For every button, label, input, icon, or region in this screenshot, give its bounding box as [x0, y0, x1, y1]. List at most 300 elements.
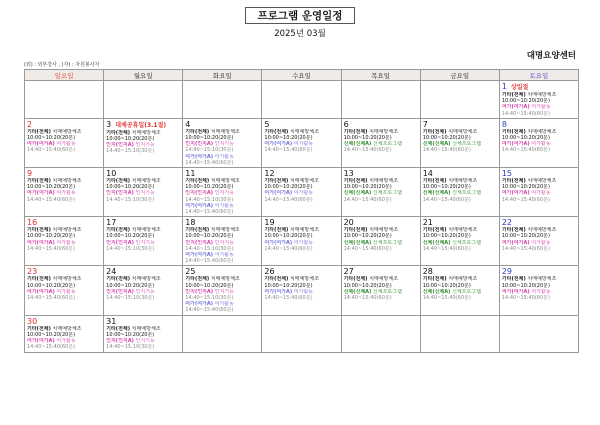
day-number-text: 8	[501, 119, 507, 129]
activity-description: 치매예방체조	[527, 128, 557, 135]
activity-description: 치매예방체조	[527, 178, 557, 185]
day-number-text: 29	[501, 267, 513, 277]
activity-description: 치매예방체조	[289, 276, 319, 283]
activity-category: 여가(여가A)	[264, 239, 293, 246]
activity-description: 여가활동	[293, 288, 314, 295]
activity-time: 14:40~15:40(60분)	[422, 196, 471, 203]
activity-time: 10:00~10:20(20분)	[422, 135, 471, 142]
activity-time: 14:40~15:40(60분)	[264, 245, 313, 252]
day-number	[423, 218, 497, 227]
day-number	[106, 317, 180, 326]
calendar-day-cell	[104, 315, 183, 352]
calendar-week-row	[25, 217, 579, 266]
activity-category: 기타(전체)	[264, 178, 289, 185]
day-number	[502, 218, 576, 227]
activity-time: 14:40~15:40(60분)	[185, 258, 234, 265]
calendar-day-cell	[499, 266, 578, 315]
activity-category: 인지(인지A)	[185, 239, 214, 246]
activity-time: 10:00~10:20(20분)	[501, 184, 550, 191]
activity-time: 14:40~15:40(60분)	[27, 295, 76, 302]
calendar-day-cell	[104, 217, 183, 266]
day-number	[27, 120, 101, 129]
activity-category: 여가(여가A)	[501, 141, 530, 148]
activity-category: 인지(인지A)	[106, 190, 134, 197]
day-number	[185, 120, 259, 129]
activity-category: 인지(인지A)	[185, 288, 214, 295]
calendar-day-cell	[262, 81, 341, 119]
weekday-thursday: 목요일	[341, 70, 420, 81]
day-number-text: 21	[422, 218, 433, 228]
weekday-monday: 월요일	[104, 70, 183, 81]
activity-time: 10:00~10:20(20분)	[185, 282, 234, 289]
calendar-day-cell	[420, 266, 499, 315]
day-number	[27, 218, 101, 227]
activity-category: 여가(여가A)	[185, 202, 214, 209]
activity-time: 14:40~15:10(30분)	[185, 147, 234, 154]
activity-time: 14:40~15:40(60분)	[27, 245, 76, 252]
calendar-day-cell	[104, 266, 183, 315]
activity-description: 치매예방체조	[289, 178, 319, 185]
day-number-text: 20	[343, 218, 354, 228]
day-number	[106, 218, 180, 227]
holiday-label: 상일절	[510, 84, 529, 91]
activity-category: 인지(인지A)	[106, 288, 134, 295]
activity-category: 인지(인지A)	[106, 239, 134, 246]
day-number-text: 26	[264, 267, 275, 277]
activity-time: 14:40~15:40(60분)	[27, 344, 76, 351]
activity-time: 10:00~10:20(20분)	[106, 282, 155, 289]
day-number	[502, 267, 576, 276]
day-number	[106, 120, 180, 130]
activity-time: 10:00~10:20(20분)	[501, 98, 550, 105]
activity-description: 인지기능	[135, 338, 155, 345]
day-number	[185, 267, 259, 276]
activity-time: 10:00~10:20(20분)	[106, 331, 155, 338]
calendar-day-cell	[420, 217, 499, 266]
activity-description: 여가활동	[56, 141, 76, 148]
activity-category: 기타(전체)	[264, 276, 289, 283]
activity-time: 14:40~15:40(60분)	[264, 295, 313, 302]
activity-category: 여가(여가A)	[27, 239, 55, 246]
day-number	[27, 169, 101, 178]
calendar-day-cell	[25, 168, 104, 217]
activity-description: 치매예방체조	[52, 178, 82, 185]
activity-description: 치매예방체조	[52, 276, 82, 283]
legend-note: (외) : 외부강사 , (자) : 자원봉사자	[24, 62, 100, 68]
activity-category: 기타(전체)	[343, 276, 368, 283]
day-number-text: 10	[106, 169, 117, 179]
calendar-day-cell	[499, 168, 578, 217]
activity-category: 신체(신체A)	[422, 288, 451, 295]
activity-description: 여가활동	[214, 252, 234, 259]
weekday-saturday: 토요일	[499, 70, 578, 81]
activity-time: 10:00~10:20(20분)	[422, 233, 471, 240]
activity-time: 10:00~10:20(20분)	[27, 282, 76, 289]
activity-description: 신체프로그램	[372, 141, 402, 148]
day-number-text: 25	[185, 267, 196, 277]
activity-category: 신체(신체A)	[343, 190, 372, 197]
activity-time: 14:40~15:40(60분)	[501, 196, 550, 203]
day-number	[502, 169, 576, 178]
activity-time: 14:40~15:40(60분)	[343, 245, 392, 252]
schedule-calendar	[24, 69, 579, 353]
activity-description: 치매예방체조	[369, 227, 399, 234]
activity-category: 기타(전체)	[343, 227, 368, 234]
activity-time: 10:00~10:20(20분)	[27, 184, 76, 191]
activity-category: 기타(전체)	[27, 325, 51, 332]
day-number-text: 18	[185, 218, 196, 228]
day-number-text: 23	[27, 267, 38, 277]
activity-description: 치매예방체조	[210, 276, 240, 283]
activity-time: 14:40~15:40(60분)	[501, 110, 550, 117]
weekday-header-row	[25, 70, 579, 81]
activity-time: 10:00~10:20(20분)	[106, 184, 155, 191]
activity-time: 10:00~10:20(20분)	[501, 233, 550, 240]
day-number-text: 19	[264, 218, 275, 228]
day-number	[423, 120, 497, 129]
activity-category: 인지(인지A)	[185, 141, 214, 148]
month-subtitle: 2025년 03월	[274, 29, 326, 39]
activity-category: 여가(여가A)	[501, 288, 530, 295]
calendar-day-cell	[183, 118, 262, 167]
calendar-day-cell	[262, 118, 341, 167]
activity-category: 기타(전체)	[106, 178, 131, 185]
day-number	[344, 169, 418, 178]
calendar-week-row	[25, 168, 579, 217]
activity-description: 치매예방체조	[52, 325, 82, 332]
activity-time: 14:40~15:10(30분)	[106, 344, 155, 351]
day-number	[264, 218, 338, 227]
activity-description: 치매예방체조	[210, 227, 240, 234]
activity-description: 치매예방체조	[131, 227, 161, 234]
activity-category: 기타(전체)	[501, 92, 526, 98]
activity-description: 치매예방체조	[369, 128, 399, 135]
day-number-text: 22	[501, 218, 513, 228]
calendar-day-cell	[25, 118, 104, 167]
activity-time: 10:00~10:20(20분)	[106, 233, 155, 240]
day-number	[344, 120, 418, 129]
activity-description: 치매예방체조	[210, 178, 240, 185]
calendar-day-cell	[183, 315, 262, 352]
activity-category: 여가(여가A)	[185, 252, 214, 259]
calendar-day-cell	[420, 168, 499, 217]
day-number-text: 16	[27, 218, 38, 228]
activity-time: 14:40~15:40(60분)	[422, 295, 471, 302]
activity-category: 신체(신체A)	[422, 141, 451, 148]
activity-category: 기타(전체)	[185, 178, 210, 185]
calendar-day-cell	[341, 81, 420, 119]
activity-category: 기타(전체)	[422, 128, 447, 135]
activity-category: 기타(전체)	[185, 128, 210, 135]
calendar-day-cell	[341, 217, 420, 266]
activity-time: 14:40~15:40(60분)	[27, 147, 76, 154]
calendar-day-cell	[341, 315, 420, 352]
activity-time: 10:00~10:20(20분)	[343, 135, 392, 142]
weekday-friday: 금요일	[420, 70, 499, 81]
activity-time: 14:40~15:40(60분)	[501, 147, 550, 154]
activity-time: 10:00~10:20(20분)	[185, 233, 234, 240]
activity-category: 여가(여가A)	[264, 141, 293, 148]
activity-category: 기타(전체)	[106, 227, 131, 234]
activity-category: 기타(전체)	[422, 178, 447, 185]
activity-category: 기타(전체)	[264, 227, 289, 234]
activity-description: 신체프로그램	[452, 190, 482, 197]
calendar-day-cell	[499, 118, 578, 167]
calendar-day-cell	[25, 315, 104, 352]
activity-time: 14:40~15:10(30분)	[185, 196, 234, 203]
activity-time: 10:00~10:20(20분)	[27, 331, 76, 338]
day-number-text: 2	[27, 119, 33, 129]
activity-category: 신체(신체A)	[343, 288, 372, 295]
calendar-day-cell	[25, 217, 104, 266]
activity-time: 10:00~10:20(20분)	[343, 184, 392, 191]
calendar-day-cell	[104, 118, 183, 167]
weekday-sunday: 일요일	[25, 70, 104, 81]
activity-description: 치매예방체조	[131, 129, 161, 136]
calendar-week-row	[25, 315, 579, 352]
activity-time: 10:00~10:20(20분)	[27, 135, 76, 142]
activity-description: 인지기능	[214, 239, 234, 246]
day-number-text: 28	[422, 267, 433, 277]
day-number	[106, 169, 180, 178]
activity-time: 14:40~15:10(30분)	[106, 196, 155, 203]
activity-time: 14:40~15:40(60분)	[343, 196, 392, 203]
activity-description: 치매예방체조	[527, 92, 557, 98]
day-number	[27, 267, 101, 276]
calendar-week-row	[25, 118, 579, 167]
holiday-label: 대체공휴일(3.1절)	[115, 121, 167, 129]
activity-description: 치매예방체조	[131, 178, 161, 185]
activity-description: 치매예방체조	[131, 325, 161, 332]
activity-description: 신체프로그램	[372, 288, 402, 295]
day-number	[264, 120, 338, 129]
activity-time: 14:40~15:40(60분)	[343, 295, 392, 302]
activity-time: 10:00~10:20(20분)	[264, 184, 313, 191]
day-number	[185, 218, 259, 227]
activity-description: 여가활동	[214, 153, 234, 160]
organization-name: 대명요양센터	[526, 51, 576, 61]
activity-description: 치매예방체조	[289, 128, 319, 135]
day-number-text: 1	[501, 82, 507, 91]
activity-description: 치매예방체조	[448, 227, 478, 234]
activity-description: 치매예방체조	[448, 128, 478, 135]
activity-time: 10:00~10:20(20분)	[343, 233, 392, 240]
activity-category: 기타(전체)	[422, 227, 447, 234]
calendar-day-cell	[183, 266, 262, 315]
day-number-text: 13	[343, 169, 354, 179]
activity-time: 10:00~10:20(20분)	[422, 282, 471, 289]
activity-time: 14:40~15:10(30분)	[185, 295, 234, 302]
day-number	[264, 169, 338, 178]
activity-description: 치매예방체조	[210, 128, 240, 135]
day-number-text: 9	[27, 169, 33, 179]
activity-description: 치매예방체조	[52, 128, 82, 135]
activity-category: 기타(전체)	[106, 276, 131, 283]
activity-category: 신체(신체A)	[422, 190, 451, 197]
calendar-day-cell	[104, 81, 183, 119]
calendar-day-cell	[341, 118, 420, 167]
day-number	[423, 267, 497, 276]
activity-time: 14:40~15:10(30분)	[106, 295, 155, 302]
activity-description: 여가활동	[56, 338, 76, 345]
activity-description: 여가활동	[214, 301, 234, 308]
calendar-week-row	[25, 266, 579, 315]
day-number-text: 5	[264, 119, 270, 129]
activity-category: 여가(여가A)	[185, 153, 214, 160]
activity-category: 여가(여가A)	[27, 338, 55, 345]
activity-description: 여가활동	[531, 190, 551, 197]
activity-category: 여가(여가A)	[264, 190, 293, 197]
day-number	[106, 267, 180, 276]
activity-description: 여가활동	[56, 288, 76, 295]
activity-description: 인지기능	[214, 190, 234, 197]
activity-description: 치매예방체조	[289, 227, 319, 234]
activity-time: 14:40~15:40(60분)	[501, 245, 550, 252]
calendar-day-cell	[183, 168, 262, 217]
activity-description: 신체프로그램	[452, 239, 482, 246]
activity-category: 여가(여가A)	[27, 141, 55, 148]
day-number	[344, 218, 418, 227]
day-number-text: 7	[422, 119, 428, 129]
activity-description: 여가활동	[56, 190, 76, 197]
activity-category: 기타(전체)	[27, 128, 51, 135]
calendar-day-cell	[183, 81, 262, 119]
day-number-text: 4	[185, 119, 191, 129]
day-number-text: 6	[343, 119, 349, 129]
calendar-day-cell	[499, 315, 578, 352]
activity-time: 10:00~10:20(20분)	[264, 135, 313, 142]
activity-category: 인지(인지A)	[106, 142, 134, 149]
activity-category: 기타(전체)	[27, 276, 51, 283]
activity-time: 14:40~15:40(60분)	[185, 307, 234, 314]
day-number-text: 3	[106, 119, 112, 129]
day-number-text: 27	[343, 267, 354, 277]
activity-description: 치매예방체조	[448, 178, 478, 185]
day-number	[27, 317, 101, 326]
activity-description: 인지기능	[135, 288, 155, 295]
calendar-day-cell	[420, 81, 499, 119]
activity-description: 여가활동	[214, 202, 234, 209]
activity-description: 신체프로그램	[452, 141, 482, 148]
activity-time: 10:00~10:20(20분)	[264, 233, 313, 240]
activity-category: 기타(전체)	[501, 227, 526, 234]
day-number-text: 30	[27, 316, 38, 326]
activity-time: 10:00~10:20(20분)	[501, 135, 550, 142]
activity-category: 신체(신체A)	[343, 141, 372, 148]
activity-description: 치매예방체조	[52, 227, 82, 234]
activity-description: 여가활동	[293, 141, 314, 148]
activity-time: 14:40~15:40(60분)	[185, 159, 234, 166]
activity-category: 기타(전체)	[27, 227, 51, 234]
activity-time: 14:40~15:40(60분)	[264, 147, 313, 154]
day-number	[502, 82, 576, 92]
day-number-text: 24	[106, 267, 117, 277]
activity-time: 10:00~10:20(20분)	[185, 184, 234, 191]
activity-time: 14:40~15:10(30분)	[185, 245, 234, 252]
activity-description: 인지기능	[214, 288, 234, 295]
activity-category: 기타(전체)	[27, 178, 51, 185]
activity-category: 인지(인지A)	[185, 190, 214, 197]
activity-description: 여가활동	[56, 239, 76, 246]
activity-time: 14:40~15:40(60분)	[27, 196, 76, 203]
activity-time: 14:40~15:10(30분)	[106, 148, 155, 155]
activity-time: 14:40~15:40(60분)	[422, 147, 471, 154]
activity-description: 치매예방체조	[527, 276, 557, 283]
calendar-day-cell	[262, 217, 341, 266]
day-number-text: 12	[264, 169, 275, 179]
activity-description: 여가활동	[293, 239, 314, 246]
activity-time: 14:40~15:40(60분)	[185, 209, 234, 216]
calendar-day-cell	[499, 217, 578, 266]
activity-description: 치매예방체조	[448, 276, 478, 283]
activity-time: 10:00~10:20(20분)	[27, 233, 76, 240]
activity-time: 10:00~10:20(20분)	[501, 282, 550, 289]
activity-category: 기타(전체)	[106, 325, 131, 332]
calendar-day-cell	[262, 266, 341, 315]
activity-time: 10:00~10:20(20분)	[422, 184, 471, 191]
activity-description: 여가활동	[531, 288, 551, 295]
calendar-day-cell	[183, 217, 262, 266]
activity-description: 인지기능	[214, 141, 234, 148]
activity-category: 기타(전체)	[501, 178, 526, 185]
activity-description: 치매예방체조	[369, 276, 399, 283]
activity-time: 14:40~15:40(60분)	[501, 295, 550, 302]
activity-description: 인지기능	[135, 190, 155, 197]
day-number	[344, 267, 418, 276]
activity-category: 기타(전체)	[106, 129, 131, 136]
calendar-day-cell	[420, 118, 499, 167]
calendar-day-cell	[262, 315, 341, 352]
activity-category: 여가(여가A)	[185, 301, 214, 308]
activity-category: 기타(전체)	[185, 276, 210, 283]
activity-category: 여가(여가A)	[501, 104, 530, 111]
activity-category: 기타(전체)	[501, 276, 526, 283]
activity-category: 인지(인지A)	[106, 338, 134, 345]
day-number-text: 31	[106, 316, 117, 326]
activity-time: 14:40~15:40(60분)	[343, 147, 392, 154]
activity-time: 10:00~10:20(20분)	[185, 135, 234, 142]
activity-description: 치매예방체조	[369, 178, 399, 185]
activity-category: 기타(전체)	[185, 227, 210, 234]
calendar-day-cell	[499, 81, 578, 119]
day-number-text: 11	[185, 169, 196, 179]
activity-category: 여가(여가A)	[264, 288, 293, 295]
day-number	[502, 120, 576, 129]
day-number-text: 14	[422, 169, 433, 179]
calendar-day-cell	[420, 315, 499, 352]
activity-category: 여가(여가A)	[27, 190, 55, 197]
day-number	[264, 267, 338, 276]
activity-description: 신체프로그램	[452, 288, 482, 295]
activity-description: 신체프로그램	[372, 239, 402, 246]
activity-description: 인지기능	[135, 239, 155, 246]
activity-category: 기타(전체)	[343, 128, 368, 135]
day-number-text: 15	[501, 169, 513, 179]
activity-description: 여가활동	[531, 239, 551, 246]
day-number-text: 17	[106, 218, 117, 228]
activity-category: 여가(여가A)	[27, 288, 55, 295]
day-number	[185, 169, 259, 178]
activity-description: 여가활동	[531, 104, 551, 111]
activity-category: 여가(여가A)	[501, 190, 530, 197]
activity-time: 14:40~15:40(60분)	[264, 196, 313, 203]
activity-description: 인지기능	[135, 142, 155, 149]
calendar-day-cell	[341, 266, 420, 315]
activity-category: 기타(전체)	[343, 178, 368, 185]
weekday-wednesday: 수요일	[262, 70, 341, 81]
calendar-day-cell	[341, 168, 420, 217]
weekday-tuesday: 화요일	[183, 70, 262, 81]
